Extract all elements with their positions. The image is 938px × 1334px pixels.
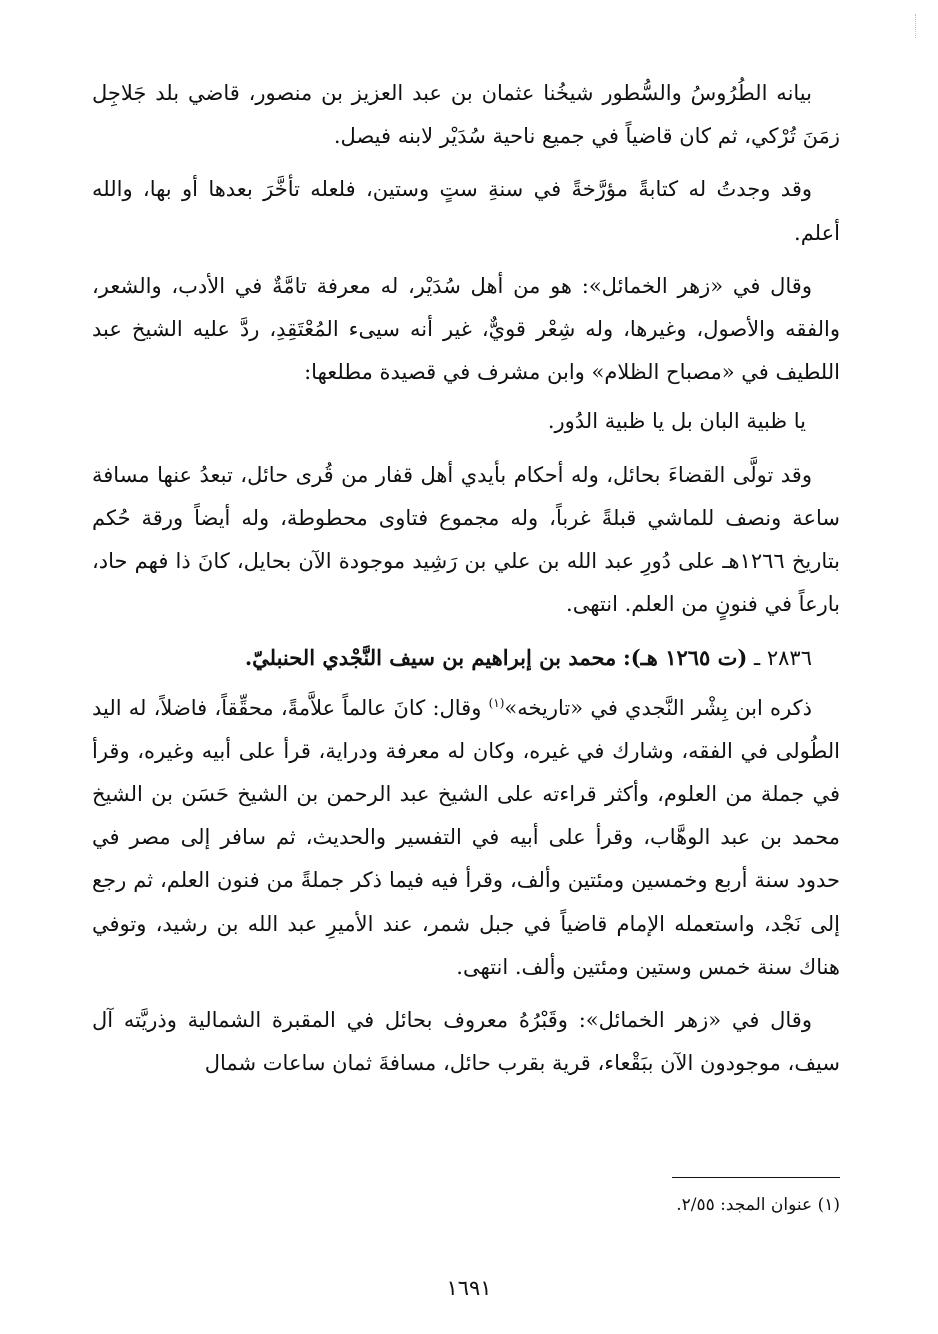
entry-biography-start: ذكره ابن بِشْر النَّجدي في «تاريخه» (504, 695, 812, 720)
entry-biography-rest: وقال: كانَ عالماً علاَّمةً، محقِّقاً، فاضلاً، له اليد الطُولى في الفقه، وشارك في غيره، وكان له معرفة ودراية، قرأ على أبيه وغيره، وقرأ في جملة من العلوم، وأكثر قراءته على الشيخ عبد الرحمن بن الشيخ حَسَن بن الشيخ محمد بن عبد الوهَّاب، وقرأ على أبيه في التفسير والحديث، ثم سافر إلى مصر في حدود سنة أربع وخمسين ومئتين وألف، وقرأ فيه فيما ذكر جملةً من فنون العلم، ثم رجع إلى نَجْد، واستعمله الإمام قاضياً في جبل شمر، عند الأميرِ عبد الله بن رشيد، وتوفي هناك سنة خمس وستين ومئتين وألف. انتهى. (92, 695, 840, 979)
footnote: (١) عنوان المجد: ٢/٥٥. (676, 1195, 840, 1215)
entry-number: ٢٨٣٦ ـ (754, 646, 812, 671)
paragraph-2: وقد وجدتُ له كتابةً مؤرَّخةً في سنةِ ستٍ وستين، فلعله تأخَّرَ بعدها أو بها، والله أعلم. (92, 177, 840, 245)
entry-person-name: محمد بن إبراهيم بن سيف النَّجْدي الحنبليّ. (244, 645, 617, 671)
paragraph-4: وقد تولَّى القضاءَ بحائل، وله أحكام بأيدي أهل قفار من قُرى حائل، تبعدُ عنها مسافة ساعة ونصف للماشي قبلةً غرباً، وله مجموع فتاوى محطوطة، وله أيضاً ورقة حُكم بتاريخ ١٢٦٦هـ على دُورِ عبد الله بن علي بن رَشِيد موجودة الآن بحايل، كانَ ذا فهم حاد، بارعاً في فنونٍ من العلم. انتهى. (92, 462, 840, 617)
page-number: ١٦٩١ (446, 1276, 492, 1300)
scan-edge-mark (911, 14, 916, 38)
main-text-block (92, 72, 840, 1095)
paragraph-3: وقال في «زهر الخمائل»: هو من أهل سُدَيْر، له معرفة تامَّةٌ في الأدب، والشعر، والفقه والأصول، وغيرها، وله شِعْر قويٌّ، غير أنه سيىء المُعْتَقِدِ، ردَّ عليه الشيخ عبد اللطيف في «مصباح الظلام» وابن مشرف في قصيدة مطلعها: (92, 273, 840, 385)
verse-line: يا ظبية البان بل يا ظبية الدُور. (547, 409, 806, 434)
footnote-divider (672, 1177, 840, 1178)
entry-death-date: (ت ١٢٦٥ هـ): (622, 645, 748, 671)
entry-heading (92, 636, 840, 680)
footnote-reference: (١) (488, 695, 505, 710)
paragraph-last: وقال في «زهر الخمائل»: وقَبْرُهُ معروف بحائل في المقبرة الشمالية وذريَّته آل سيف، موجودون الآن ببَقْعاء، قرية بقرب حائل، مسافةَ ثمان ساعات شمال (92, 1008, 840, 1076)
entry-biography (92, 687, 840, 989)
paragraph-1: بيانه الطُرُوسُ والسُّطور شيخُنا عثمان بن عبد العزيز بن منصور، قاضي بلد جَلاجِل زمَنَ تُرْكي، ثم كان قاضياً في جميع ناحية سُدَيْر لابنه فيصل. (92, 81, 840, 149)
